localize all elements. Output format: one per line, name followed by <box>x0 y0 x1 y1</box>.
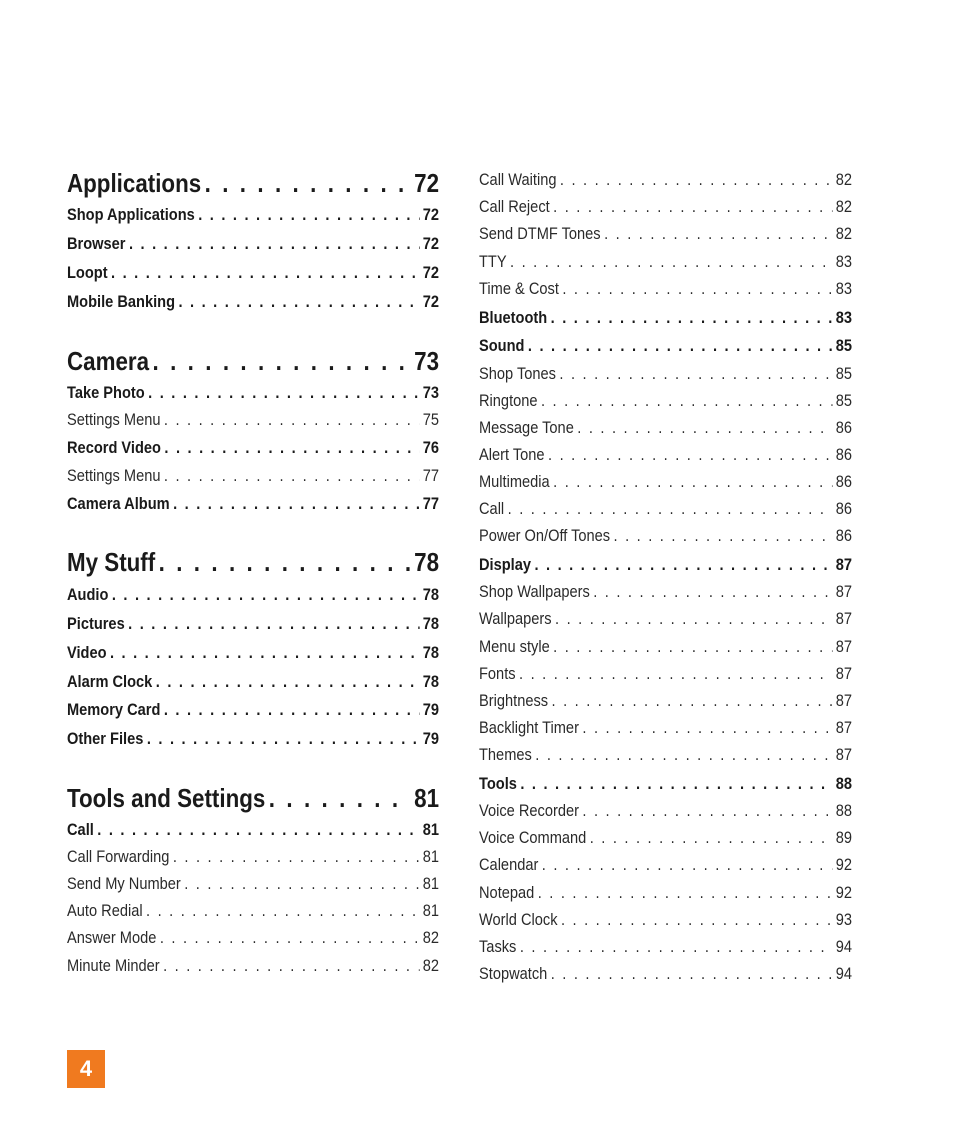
toc-entry-mobile-banking[interactable] <box>67 291 439 313</box>
toc-entry-audio[interactable] <box>67 584 439 606</box>
toc-entry-label: Answer Mode <box>67 928 157 947</box>
toc-entry-page: 72 <box>422 292 440 311</box>
dot-leader <box>164 699 419 721</box>
toc-entry-page: 88 <box>835 774 853 793</box>
toc-entry-message-tone[interactable] <box>479 417 852 439</box>
toc-entry-page: 87 <box>835 745 853 764</box>
toc-entry-notepad[interactable] <box>479 882 852 904</box>
dot-leader <box>541 390 832 412</box>
toc-entry-page: 77 <box>422 466 440 485</box>
toc-entry-label: Power On/Off Tones <box>479 526 611 545</box>
toc-entry-page: 76 <box>422 438 440 457</box>
dot-leader <box>542 854 833 876</box>
toc-entry-ringtone[interactable] <box>479 390 852 412</box>
toc-entry-other-files[interactable] <box>67 728 439 750</box>
toc-entry-answer-mode[interactable] <box>67 927 439 949</box>
toc-entry-label: Minute Minder <box>67 956 160 975</box>
toc-entry-page: 85 <box>835 336 853 355</box>
toc-entry-page: 73 <box>414 346 440 376</box>
dot-leader <box>577 417 832 439</box>
dot-leader <box>559 363 832 385</box>
toc-entry-page: 87 <box>835 609 853 628</box>
toc-entry-sound[interactable] <box>479 335 852 357</box>
toc-entry-label: Call Forwarding <box>67 847 170 866</box>
toc-entry-label: My Stuff <box>67 547 156 577</box>
toc-entry-page: 82 <box>422 956 440 975</box>
toc-entry-label: Message Tone <box>479 418 574 437</box>
toc-entry-label: Call <box>479 499 505 518</box>
dot-leader <box>128 613 419 635</box>
toc-entry-label: Send My Number <box>67 874 181 893</box>
dot-leader <box>97 819 419 841</box>
toc-entry-backlight-timer[interactable] <box>479 717 852 739</box>
dot-leader <box>198 204 419 226</box>
toc-entry-alarm-clock[interactable] <box>67 671 439 693</box>
toc-entry-label: Memory Card <box>67 700 161 719</box>
toc-entry-label: Record Video <box>67 438 161 457</box>
dot-leader <box>184 873 419 895</box>
toc-entry-tasks[interactable] <box>479 936 852 958</box>
toc-entry-page: 88 <box>835 801 853 820</box>
dot-leader <box>553 196 832 218</box>
toc-entry-page: 87 <box>835 555 853 574</box>
toc-entry-page: 78 <box>422 643 440 662</box>
toc-entry-label: Bluetooth <box>479 308 548 327</box>
dot-leader <box>164 409 419 431</box>
toc-entry-tools[interactable] <box>479 773 852 795</box>
toc-entry-label: Browser <box>67 234 126 253</box>
dot-leader <box>173 493 419 515</box>
toc-entry-time-and-cost[interactable] <box>479 278 852 300</box>
toc-entry-fonts[interactable] <box>479 663 852 685</box>
dot-leader <box>159 547 411 577</box>
toc-entry-label: Voice Recorder <box>479 801 579 820</box>
toc-entry-page: 81 <box>422 847 440 866</box>
toc-entry-label: Notepad <box>479 883 535 902</box>
toc-entry-label: Multimedia <box>479 472 550 491</box>
dot-leader <box>551 963 833 985</box>
toc-entry-voice-recorder[interactable] <box>479 800 852 822</box>
toc-entry-display[interactable] <box>479 554 852 576</box>
dot-leader <box>129 233 419 255</box>
toc-entry-page: 75 <box>422 410 440 429</box>
toc-entry-label: Tools <box>479 774 517 793</box>
dot-leader <box>555 608 832 630</box>
toc-entry-page: 83 <box>835 308 853 327</box>
dot-leader <box>164 437 419 459</box>
toc-entry-label: Ringtone <box>479 391 538 410</box>
toc-entry-page: 85 <box>835 364 853 383</box>
toc-entry-call[interactable] <box>479 498 852 520</box>
dot-leader <box>205 168 411 198</box>
dot-leader <box>561 909 832 931</box>
toc-entry-label: Tasks <box>479 937 517 956</box>
dot-leader <box>553 636 832 658</box>
toc-entry-camera[interactable] <box>67 346 439 376</box>
dot-leader <box>593 581 832 603</box>
toc-entry-label: Stopwatch <box>479 964 548 983</box>
dot-leader <box>173 846 420 868</box>
toc-entry-settings-menu[interactable] <box>67 465 439 487</box>
toc-entry-pictures[interactable] <box>67 613 439 635</box>
toc-entry-camera-album[interactable] <box>67 493 439 515</box>
toc-entry-page: 92 <box>835 855 853 874</box>
toc-entry-browser[interactable] <box>67 233 439 255</box>
toc-entry-page: 79 <box>422 700 440 719</box>
toc-entry-page: 86 <box>835 499 853 518</box>
dot-leader <box>552 690 833 712</box>
toc-entry-label: Tools and Settings <box>67 783 266 813</box>
toc-entry-page: 85 <box>835 391 853 410</box>
toc-entry-page: 82 <box>835 224 853 243</box>
toc-entry-page: 86 <box>835 418 853 437</box>
toc-entry-label: Display <box>479 555 532 574</box>
toc-entry-label: Audio <box>67 585 109 604</box>
toc-entry-call-waiting[interactable] <box>479 169 852 191</box>
toc-entry-label: Settings Menu <box>67 410 161 429</box>
toc-entry-page: 86 <box>835 445 853 464</box>
toc-entry-label: Call Reject <box>479 197 550 216</box>
dot-leader <box>604 223 832 245</box>
dot-leader <box>178 291 419 313</box>
toc-entry-label: Other Files <box>67 729 144 748</box>
toc-entry-page: 78 <box>414 547 440 577</box>
toc-entry-label: Shop Applications <box>67 205 195 224</box>
toc-entry-label: Shop Tones <box>479 364 556 383</box>
toc-entry-send-my-number[interactable] <box>67 873 439 895</box>
toc-entry-page: 73 <box>422 383 440 402</box>
dot-leader <box>164 465 419 487</box>
toc-entry-page: 89 <box>835 828 853 847</box>
dot-leader <box>582 717 832 739</box>
toc-entry-label: Wallpapers <box>479 609 552 628</box>
toc-entry-applications[interactable] <box>67 168 439 198</box>
dot-leader <box>160 927 420 949</box>
dot-leader <box>520 773 832 795</box>
toc-entry-power-on-off-tones[interactable] <box>479 525 852 547</box>
toc-entry-label: Sound <box>479 336 525 355</box>
toc-entry-record-video[interactable] <box>67 437 439 459</box>
toc-entry-label: Calendar <box>479 855 539 874</box>
toc-entry-page: 72 <box>422 234 440 253</box>
toc-entry-take-photo[interactable] <box>67 382 439 404</box>
toc-entry-bluetooth[interactable] <box>479 307 852 329</box>
dot-leader <box>163 955 419 977</box>
toc-entry-page: 78 <box>422 585 440 604</box>
toc-entry-label: Camera Album <box>67 494 170 513</box>
toc-entry-label: Alert Tone <box>479 445 545 464</box>
toc-entry-settings-menu[interactable] <box>67 409 439 431</box>
dot-leader <box>520 936 833 958</box>
dot-leader <box>560 169 832 191</box>
toc-entry-label: Backlight Timer <box>479 718 579 737</box>
toc-entry-label: Take Photo <box>67 383 145 402</box>
dot-leader <box>269 783 411 813</box>
dot-leader <box>534 554 832 576</box>
toc-entry-call-forwarding[interactable] <box>67 846 439 868</box>
dot-leader <box>508 498 833 520</box>
toc-entry-stopwatch[interactable] <box>479 963 852 985</box>
dot-leader <box>148 382 419 404</box>
toc-entry-label: Mobile Banking <box>67 292 176 311</box>
toc-entry-page: 82 <box>835 197 853 216</box>
toc-entry-label: Applications <box>67 168 202 198</box>
dot-leader <box>156 671 420 693</box>
toc-entry-page: 93 <box>835 910 853 929</box>
toc-entry-page: 83 <box>835 252 853 271</box>
toc-entry-label: Alarm Clock <box>67 672 153 691</box>
toc-entry-tty[interactable] <box>479 251 852 273</box>
toc-entry-label: Video <box>67 643 107 662</box>
toc-entry-page: 92 <box>835 883 853 902</box>
toc-entry-page: 77 <box>422 494 440 513</box>
dot-leader <box>528 335 832 357</box>
dot-leader <box>147 728 420 750</box>
toc-entry-page: 78 <box>422 614 440 633</box>
toc-entry-label: Menu style <box>479 637 550 656</box>
toc-entry-memory-card[interactable] <box>67 699 439 721</box>
toc-entry-label: Send DTMF Tones <box>479 224 601 243</box>
toc-entry-tools-and-settings[interactable] <box>67 783 439 813</box>
dot-leader <box>510 251 832 273</box>
toc-entry-page: 82 <box>835 170 853 189</box>
toc-entry-minute-minder[interactable] <box>67 955 439 977</box>
toc-entry-label: Settings Menu <box>67 466 161 485</box>
toc-entry-shop-wallpapers[interactable] <box>479 581 852 603</box>
toc-entry-label: Pictures <box>67 614 125 633</box>
dot-leader <box>146 900 419 922</box>
toc-entry-label: Themes <box>479 745 532 764</box>
toc-entry-page: 86 <box>835 526 853 545</box>
toc-entry-menu-style[interactable] <box>479 636 852 658</box>
dot-leader <box>152 346 410 376</box>
toc-entry-page: 72 <box>422 205 440 224</box>
toc-entry-page: 79 <box>422 729 440 748</box>
toc-entry-page: 87 <box>835 637 853 656</box>
toc-entry-page: 81 <box>422 901 440 920</box>
toc-entry-label: Loopt <box>67 263 108 282</box>
toc-entry-page: 78 <box>422 672 440 691</box>
toc-entry-alert-tone[interactable] <box>479 444 852 466</box>
toc-entry-brightness[interactable] <box>479 690 852 712</box>
dot-leader <box>590 827 833 849</box>
dot-leader <box>551 307 833 329</box>
toc-entry-calendar[interactable] <box>479 854 852 876</box>
toc-entry-shop-applications[interactable] <box>67 204 439 226</box>
dot-leader <box>538 882 833 904</box>
dot-leader <box>112 584 419 606</box>
toc-entry-label: Shop Wallpapers <box>479 582 590 601</box>
toc-entry-label: Fonts <box>479 664 516 683</box>
toc-entry-wallpapers[interactable] <box>479 608 852 630</box>
dot-leader <box>111 262 419 284</box>
toc-entry-page: 94 <box>835 964 853 983</box>
toc-entry-page: 81 <box>414 783 440 813</box>
toc-entry-shop-tones[interactable] <box>479 363 852 385</box>
toc-entry-auto-redial[interactable] <box>67 900 439 922</box>
toc-entry-page: 86 <box>835 472 853 491</box>
toc-entry-multimedia[interactable] <box>479 471 852 493</box>
dot-leader <box>535 744 832 766</box>
dot-leader <box>614 525 833 547</box>
dot-leader <box>548 444 832 466</box>
toc-entry-video[interactable] <box>67 642 439 664</box>
toc-entry-label: TTY <box>479 252 507 271</box>
dot-leader <box>110 642 419 664</box>
toc-entry-page: 81 <box>422 820 440 839</box>
toc-entry-label: Camera <box>67 346 150 376</box>
toc-entry-label: World Clock <box>479 910 558 929</box>
toc-entry-page: 81 <box>422 874 440 893</box>
toc-entry-label: Brightness <box>479 691 549 710</box>
toc-entry-page: 94 <box>835 937 853 956</box>
toc-entry-label: Time & Cost <box>479 279 559 298</box>
toc-entry-loopt[interactable] <box>67 262 439 284</box>
dot-leader <box>553 471 832 493</box>
toc-entry-call-reject[interactable] <box>479 196 852 218</box>
toc-entry-label: Call <box>67 820 94 839</box>
toc-entry-my-stuff[interactable] <box>67 547 439 577</box>
dot-leader <box>519 663 832 685</box>
toc-entry-label: Auto Redial <box>67 901 143 920</box>
toc-entry-page: 87 <box>835 691 853 710</box>
toc-entry-send-dtmf-tones[interactable] <box>479 223 852 245</box>
toc-entry-voice-command[interactable] <box>479 827 852 849</box>
toc-entry-label: Call Waiting <box>479 170 557 189</box>
page-number-badge: 4 <box>67 1050 105 1088</box>
toc-entry-page: 72 <box>422 263 440 282</box>
toc-entry-page: 82 <box>422 928 440 947</box>
toc-entry-themes[interactable] <box>479 744 852 766</box>
toc-entry-page: 87 <box>835 718 853 737</box>
toc-entry-world-clock[interactable] <box>479 909 852 931</box>
toc-entry-label: Voice Command <box>479 828 587 847</box>
toc-entry-page: 72 <box>414 168 440 198</box>
toc-entry-page: 83 <box>835 279 853 298</box>
dot-leader <box>582 800 832 822</box>
dot-leader <box>562 278 832 300</box>
toc-entry-page: 87 <box>835 664 853 683</box>
toc-entry-page: 87 <box>835 582 853 601</box>
toc-entry-call[interactable] <box>67 819 439 841</box>
